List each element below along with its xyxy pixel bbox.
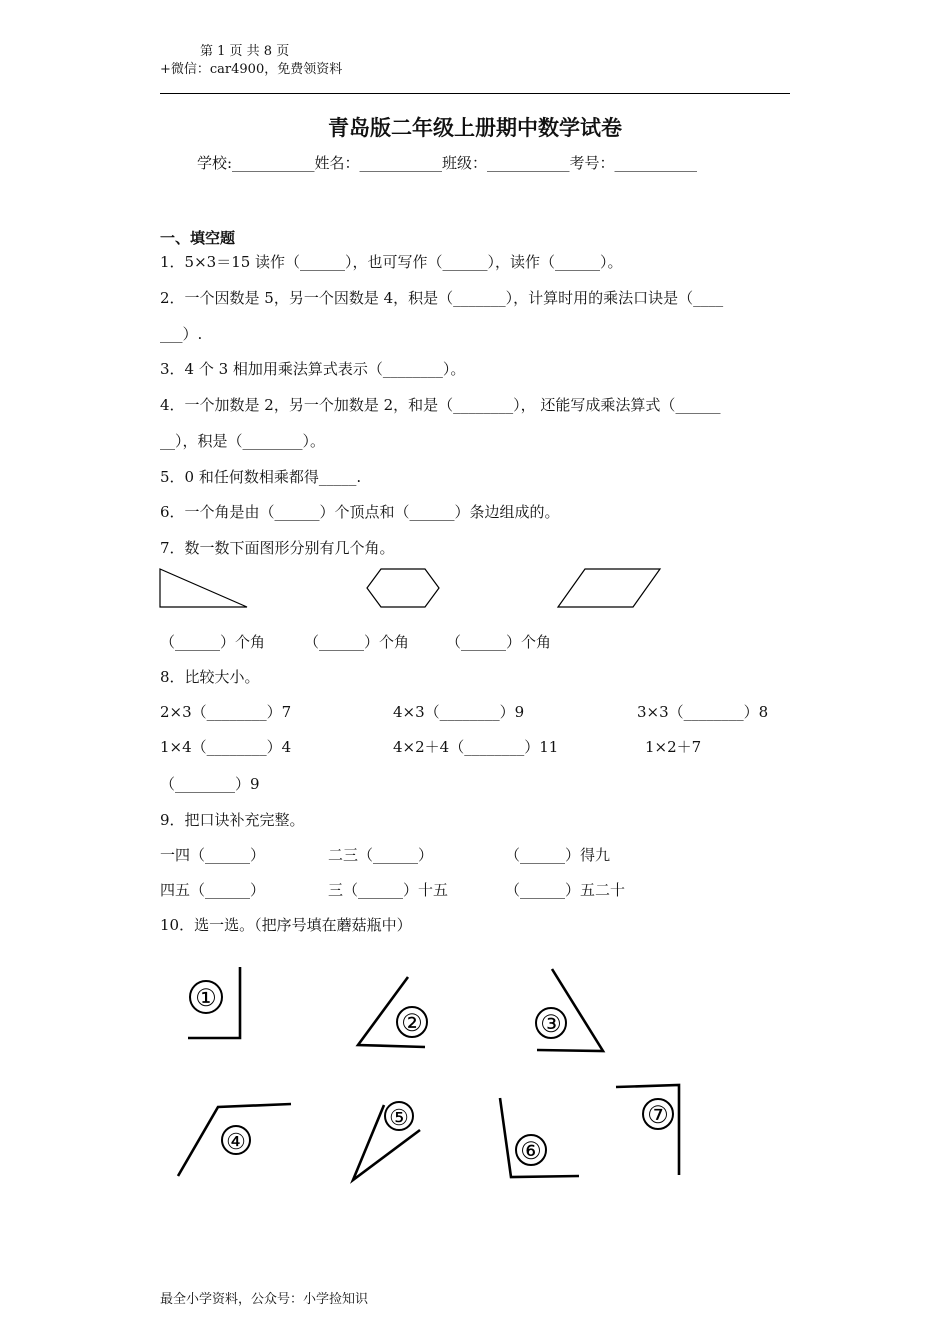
angle-figure-2 bbox=[358, 977, 427, 1047]
figure-label-6: ⑥ bbox=[520, 1137, 542, 1165]
q9-item-6: （______）五二十 bbox=[505, 881, 626, 899]
figure-label-4: ④ bbox=[226, 1130, 246, 1155]
q8-item-3: 3×3（________）8 bbox=[637, 703, 769, 721]
angle-figure-3 bbox=[536, 969, 603, 1051]
question-5: 5．0 和任何数相乘都得_____. bbox=[160, 468, 362, 486]
q9-item-3: （______）得九 bbox=[505, 846, 611, 864]
question-6: 6．一个角是由（______）个顶点和（______）条边组成的。 bbox=[160, 503, 560, 521]
q9-item-1: 一四（______） bbox=[160, 846, 266, 864]
q8-item-6: 1×2＋7 bbox=[645, 738, 702, 756]
hexagon-shape bbox=[367, 569, 439, 607]
question-10: 10．选一选。（把序号填在蘑菇瓶中） bbox=[160, 916, 412, 934]
figure-label-2: ② bbox=[401, 1009, 423, 1037]
section-heading: 一、填空题 bbox=[160, 229, 236, 247]
q9-item-4: 四五（______） bbox=[160, 881, 266, 899]
angle-figure-1 bbox=[188, 967, 240, 1038]
question-3: 3．4 个 3 相加用乘法算式表示（________）。 bbox=[160, 360, 466, 378]
question-2: 2．一个因数是 5，另一个因数是 4，积是（_______），计算时用的乘法口诀是（____ bbox=[160, 289, 724, 307]
angle-figure-6 bbox=[500, 1098, 579, 1177]
q7-answer-2: （______）个角 bbox=[304, 633, 410, 651]
q7-answer-1: （______）个角 bbox=[160, 633, 266, 651]
angle-figure-4 bbox=[178, 1104, 291, 1176]
q7-answer-3: （______）个角 bbox=[446, 633, 552, 651]
question-9: 9．把口诀补充完整。 bbox=[160, 811, 305, 829]
question-1: 1．5×3＝15 读作（______），也可写作（______），读作（______）。 bbox=[160, 253, 623, 271]
footer-note: 最全小学资料，公众号：小学捡知识 bbox=[160, 1292, 369, 1307]
question-4-cont: __），积是（________）。 bbox=[160, 432, 326, 450]
q8-item-4: 1×4（________）4 bbox=[160, 738, 292, 756]
q9-item-5: 三（______）十五 bbox=[328, 881, 449, 899]
question-7: 7．数一数下面图形分别有几个角。 bbox=[160, 539, 395, 557]
page-info: 第 1 页 共 8 页 bbox=[200, 44, 290, 59]
q8-item-2: 4×3（________）9 bbox=[393, 703, 525, 721]
q8-item-6-cont: （________）9 bbox=[160, 775, 260, 793]
q8-item-5: 4×2＋4（________）11 bbox=[393, 738, 559, 756]
question-2-cont: ___）. bbox=[160, 325, 203, 343]
q9-item-2: 二三（______） bbox=[328, 846, 434, 864]
figure-label-3: ③ bbox=[540, 1010, 562, 1038]
figure-label-1: ① bbox=[195, 984, 217, 1012]
angle-figure-5 bbox=[353, 1102, 420, 1180]
page-title: 青岛版二年级上册期中数学试卷 bbox=[328, 116, 622, 140]
figure-label-5: ⑤ bbox=[389, 1106, 409, 1131]
figure-label-7: ⑦ bbox=[647, 1101, 669, 1129]
question-4: 4．一个加数是 2，另一个加数是 2，和是（________）， 还能写成乘法算式（______ bbox=[160, 396, 721, 414]
student-info-line: 学校:___________姓名：___________班级：___________考号：___________ bbox=[197, 154, 698, 172]
angle-figure-7 bbox=[616, 1085, 679, 1175]
parallelogram-shape bbox=[558, 569, 660, 607]
question-8: 8．比较大小。 bbox=[160, 668, 260, 686]
right-triangle-shape bbox=[160, 569, 247, 607]
q8-item-1: 2×3（________）7 bbox=[160, 703, 292, 721]
wechat-note: +微信：car4900，免费领资料 bbox=[160, 62, 343, 77]
